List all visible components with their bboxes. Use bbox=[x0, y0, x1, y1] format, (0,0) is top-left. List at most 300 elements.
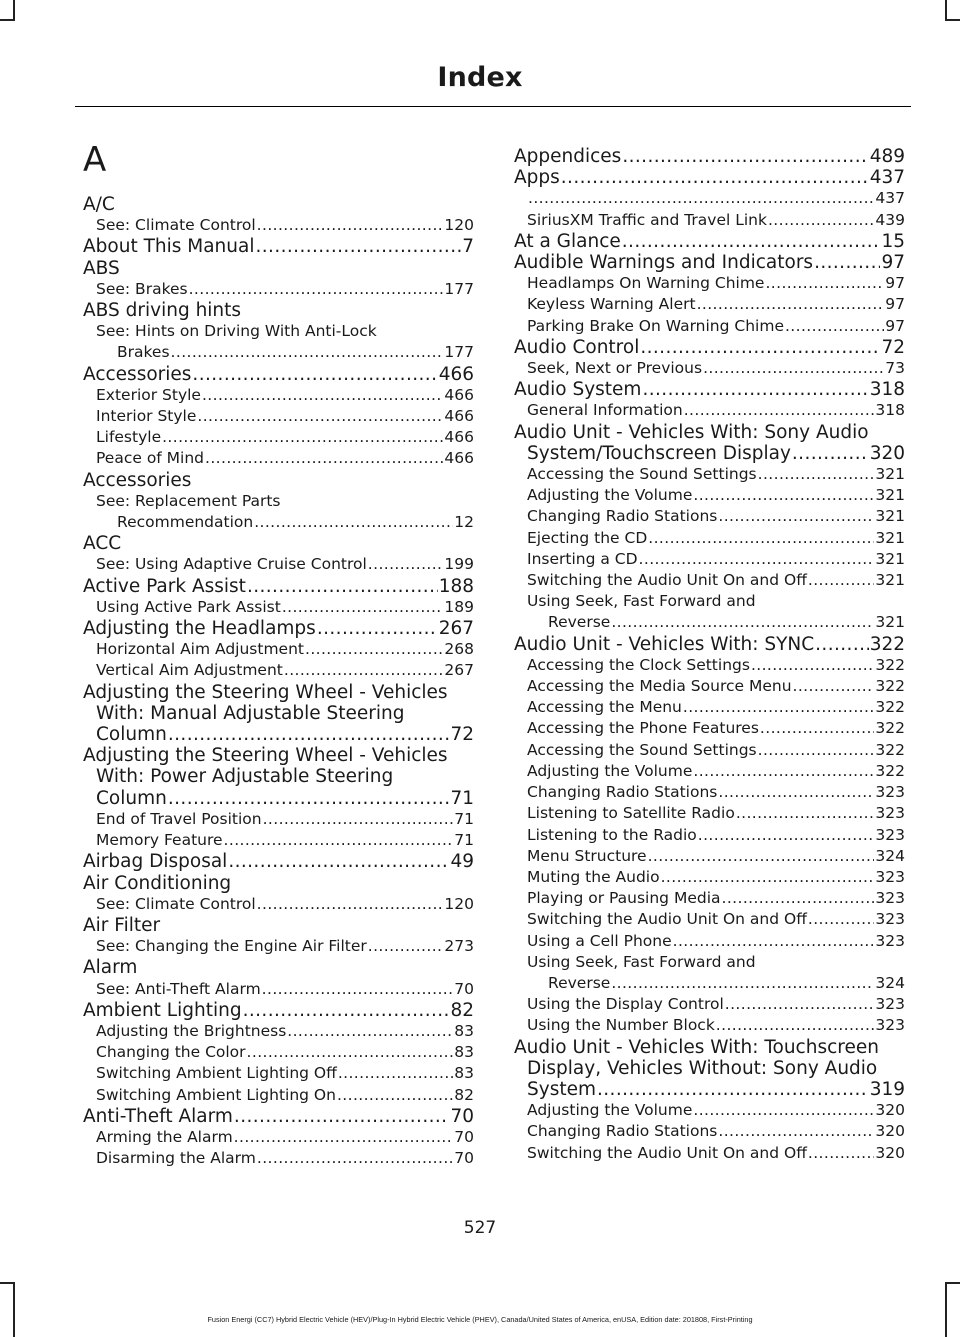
index-entry-line: Adjusting the Steering Wheel - Vehicles bbox=[83, 745, 448, 767]
entry-page-number: 15 bbox=[881, 230, 905, 252]
dot-leader bbox=[808, 909, 875, 930]
index-sub-entry-line: Using Seek, Fast Forward and bbox=[527, 592, 756, 611]
index-entry[interactable] bbox=[514, 231, 905, 252]
entry-label: See: Climate Control bbox=[96, 894, 256, 913]
index-entry[interactable] bbox=[514, 443, 905, 464]
entry-label: See: Brakes bbox=[96, 279, 188, 298]
entry-page-number: 268 bbox=[444, 640, 474, 659]
dot-leader bbox=[718, 782, 874, 803]
dot-leader bbox=[722, 888, 875, 909]
index-heading: Accessories bbox=[83, 469, 192, 491]
dot-leader bbox=[317, 618, 438, 639]
index-entry-line: Display, Vehicles Without: Sony Audio bbox=[527, 1057, 878, 1079]
entry-label: Adjusting the Volume bbox=[527, 1101, 693, 1120]
index-entry[interactable] bbox=[83, 576, 474, 597]
dot-leader bbox=[716, 1015, 875, 1036]
entry-label: Accessing the Sound Settings bbox=[527, 465, 757, 484]
dot-leader bbox=[168, 788, 450, 809]
entry-page-number: 320 bbox=[869, 442, 905, 464]
entry-label: See: Anti-Theft Alarm bbox=[96, 979, 261, 998]
entry-label: Changing Radio Stations bbox=[527, 507, 718, 526]
entry-page-number: 199 bbox=[444, 555, 474, 574]
dot-leader bbox=[597, 1079, 869, 1100]
entry-label: Accessing the Clock Settings bbox=[527, 655, 750, 674]
index-entry[interactable] bbox=[514, 825, 905, 846]
index-entry[interactable] bbox=[83, 979, 474, 1000]
index-entry[interactable] bbox=[514, 1143, 905, 1164]
index-entry[interactable] bbox=[514, 888, 905, 909]
dot-leader bbox=[162, 427, 443, 448]
entry-page-number: 322 bbox=[875, 677, 905, 696]
page-number: 527 bbox=[463, 1218, 497, 1238]
dot-leader bbox=[337, 1085, 453, 1106]
entry-label: Ejecting the CD bbox=[527, 528, 648, 547]
entry-page-number: 120 bbox=[444, 894, 474, 913]
dot-leader bbox=[263, 809, 454, 830]
page-title: Index bbox=[437, 62, 523, 93]
entry-label: Audible Warnings and Indicators bbox=[514, 252, 814, 274]
index-entry[interactable] bbox=[83, 427, 474, 448]
crop-mark-top-right-h bbox=[945, 19, 960, 21]
entry-label: Adjusting the Brightness bbox=[96, 1021, 287, 1040]
entry-label: Using the Display Control bbox=[527, 995, 724, 1014]
entry-label: Using Active Park Assist bbox=[96, 597, 281, 616]
index-entry[interactable] bbox=[83, 597, 474, 618]
dot-leader bbox=[257, 894, 444, 915]
entry-page-number: 439 bbox=[875, 210, 905, 229]
entry-label: Recommendation bbox=[117, 513, 254, 532]
index-entry[interactable] bbox=[83, 406, 474, 427]
entry-label: See: Climate Control bbox=[96, 216, 256, 235]
entry-page-number: 466 bbox=[444, 428, 474, 447]
index-entry[interactable] bbox=[83, 1042, 474, 1063]
index-entry-line: Audio Unit - Vehicles With: Touchscreen bbox=[514, 1036, 879, 1058]
index-entry[interactable] bbox=[514, 761, 905, 782]
entry-page-number: 319 bbox=[869, 1078, 905, 1100]
index-heading: Air Filter bbox=[83, 914, 161, 936]
dot-leader bbox=[693, 761, 874, 782]
entry-label: Reverse bbox=[548, 613, 611, 632]
entry-label: Reverse bbox=[548, 973, 611, 992]
entry-page-number: 466 bbox=[444, 407, 474, 426]
index-heading: Air Conditioning bbox=[83, 872, 232, 894]
entry-page-number: 72 bbox=[881, 336, 905, 358]
index-entry[interactable] bbox=[514, 655, 905, 676]
entry-page-number: 83 bbox=[454, 1064, 474, 1083]
index-entry-line: With: Manual Adjustable Steering bbox=[96, 702, 405, 724]
dot-leader bbox=[718, 506, 874, 527]
entry-page-number: 323 bbox=[875, 804, 905, 823]
entry-page-number: 267 bbox=[444, 661, 474, 680]
entry-page-number: 73 bbox=[885, 359, 905, 378]
dot-leader bbox=[287, 1021, 453, 1042]
dot-leader bbox=[234, 1127, 454, 1148]
dot-leader bbox=[725, 994, 875, 1015]
index-entry[interactable] bbox=[83, 1063, 474, 1084]
entry-label: Accessing the Sound Settings bbox=[527, 740, 757, 759]
entry-page-number: 323 bbox=[875, 889, 905, 908]
dot-leader bbox=[693, 485, 874, 506]
entry-page-number: 323 bbox=[875, 1016, 905, 1035]
index-entry[interactable] bbox=[514, 146, 905, 167]
index-entry[interactable] bbox=[514, 464, 905, 485]
dot-leader bbox=[171, 342, 444, 363]
index-sub-entry-line: Using Seek, Fast Forward and bbox=[527, 952, 756, 971]
entry-label: General Information bbox=[527, 401, 683, 420]
index-entry[interactable] bbox=[83, 215, 474, 236]
entry-page-number: 70 bbox=[454, 1127, 474, 1146]
index-entry[interactable] bbox=[83, 788, 474, 809]
entry-label: See: Changing the Engine Air Filter bbox=[96, 937, 367, 956]
entry-page-number: 71 bbox=[450, 787, 474, 809]
entry-label: Exterior Style bbox=[96, 385, 201, 404]
entry-label: Seek, Next or Previous bbox=[527, 359, 703, 378]
entry-page-number: 97 bbox=[885, 295, 905, 314]
index-entry[interactable] bbox=[514, 782, 905, 803]
index-entry[interactable] bbox=[514, 973, 905, 994]
dot-leader bbox=[793, 676, 875, 697]
entry-page-number: 437 bbox=[875, 189, 905, 208]
index-entry[interactable] bbox=[514, 846, 905, 867]
entry-label: Listening to Satellite Radio bbox=[527, 804, 735, 823]
entry-label: Horizontal Aim Adjustment bbox=[96, 640, 304, 659]
index-entry[interactable] bbox=[83, 1021, 474, 1042]
index-entry[interactable] bbox=[83, 830, 474, 851]
index-sub-entry-line: See: Replacement Parts bbox=[96, 491, 281, 510]
entry-page-number: 324 bbox=[875, 846, 905, 865]
index-heading: Alarm bbox=[83, 957, 138, 979]
index-entry[interactable] bbox=[514, 1015, 905, 1036]
entry-label: At a Glance bbox=[514, 230, 621, 252]
dot-leader bbox=[368, 554, 444, 575]
entry-page-number: 322 bbox=[875, 719, 905, 738]
index-heading: ACC bbox=[83, 533, 122, 555]
index-entry[interactable] bbox=[514, 167, 905, 188]
dot-leader bbox=[197, 406, 443, 427]
index-entry[interactable] bbox=[514, 485, 905, 506]
entry-page-number: 322 bbox=[875, 761, 905, 780]
entry-page-number: 177 bbox=[444, 343, 474, 362]
entry-label: Audio Control bbox=[514, 336, 640, 358]
entry-label: Switching Ambient Lighting On bbox=[96, 1085, 336, 1104]
index-entry[interactable] bbox=[514, 1121, 905, 1142]
entry-label: Accessing the Menu bbox=[527, 698, 682, 717]
entry-page-number: 321 bbox=[875, 465, 905, 484]
entry-page-number: 489 bbox=[869, 146, 905, 167]
entry-label: Peace of Mind bbox=[96, 449, 205, 468]
entry-page-number: 267 bbox=[438, 618, 474, 640]
crop-mark-top-left-v bbox=[13, 0, 15, 20]
entry-page-number: 188 bbox=[438, 575, 474, 597]
index-entry[interactable] bbox=[83, 364, 474, 385]
entry-page-number: 318 bbox=[869, 379, 905, 401]
index-entry[interactable] bbox=[83, 342, 474, 363]
entry-label: Changing the Color bbox=[96, 1043, 246, 1062]
entry-page-number: 320 bbox=[875, 1101, 905, 1120]
index-entry[interactable] bbox=[514, 718, 905, 739]
index-entry[interactable] bbox=[514, 400, 905, 421]
dot-leader bbox=[640, 337, 880, 358]
dot-leader bbox=[189, 279, 444, 300]
index-entry[interactable] bbox=[83, 236, 474, 257]
entry-label: Active Park Assist bbox=[83, 575, 246, 597]
entry-label: Appendices bbox=[514, 146, 622, 167]
entry-label: Switching the Audio Unit On and Off bbox=[527, 571, 807, 590]
crop-mark-bottom-left-h bbox=[0, 1282, 15, 1284]
index-list-left bbox=[83, 194, 474, 1169]
index-entry[interactable] bbox=[514, 316, 905, 337]
index-entry[interactable] bbox=[514, 612, 905, 633]
entry-page-number: 321 bbox=[875, 613, 905, 632]
entry-page-number: 466 bbox=[444, 449, 474, 468]
dot-leader bbox=[368, 936, 444, 957]
index-entry[interactable] bbox=[83, 936, 474, 957]
index-entry[interactable] bbox=[83, 448, 474, 469]
dot-leader bbox=[224, 830, 454, 851]
entry-page-number: 322 bbox=[875, 740, 905, 759]
index-entry[interactable] bbox=[514, 994, 905, 1015]
dot-leader bbox=[718, 1121, 874, 1142]
index-column-right bbox=[514, 146, 905, 1164]
entry-label: Adjusting the Volume bbox=[527, 486, 693, 505]
entry-label: Column bbox=[96, 787, 167, 809]
dot-leader bbox=[683, 697, 875, 718]
entry-label: See: Using Adaptive Cruise Control bbox=[96, 555, 367, 574]
entry-page-number: 323 bbox=[875, 995, 905, 1014]
index-entry[interactable] bbox=[83, 639, 474, 660]
entry-label: Ambient Lighting bbox=[83, 999, 242, 1021]
entry-label: Adjusting the Volume bbox=[527, 761, 693, 780]
index-entry[interactable] bbox=[514, 697, 905, 718]
entry-page-number: 321 bbox=[875, 528, 905, 547]
dot-leader bbox=[338, 1063, 453, 1084]
entry-page-number: 82 bbox=[450, 999, 474, 1021]
entry-page-number: 120 bbox=[444, 216, 474, 235]
dot-leader bbox=[760, 718, 874, 739]
entry-label: Keyless Warning Alert bbox=[527, 295, 696, 314]
dot-leader bbox=[561, 167, 869, 188]
entry-page-number: 70 bbox=[454, 979, 474, 998]
entry-label: Using the Number Block bbox=[527, 1016, 715, 1035]
dot-leader bbox=[202, 385, 443, 406]
entry-page-number: 177 bbox=[444, 279, 474, 298]
index-column-left bbox=[83, 138, 474, 1169]
index-entry[interactable] bbox=[83, 1127, 474, 1148]
dot-leader bbox=[758, 740, 875, 761]
entry-label: Anti-Theft Alarm bbox=[83, 1105, 233, 1127]
dot-leader bbox=[808, 570, 875, 591]
entry-page-number: 49 bbox=[450, 851, 474, 873]
index-entry[interactable] bbox=[83, 1106, 474, 1127]
index-entry[interactable] bbox=[514, 909, 905, 930]
dot-leader bbox=[282, 597, 444, 618]
index-entry[interactable] bbox=[514, 358, 905, 379]
entry-label: SiriusXM Traffic and Travel Link bbox=[527, 210, 767, 229]
index-entry[interactable] bbox=[514, 634, 905, 655]
index-entry[interactable] bbox=[514, 188, 905, 209]
header-divider bbox=[75, 106, 911, 107]
dot-leader bbox=[792, 443, 869, 464]
entry-page-number: 321 bbox=[875, 571, 905, 590]
entry-label: Inserting a CD bbox=[527, 549, 638, 568]
index-entry[interactable] bbox=[514, 549, 905, 570]
index-entry[interactable] bbox=[514, 506, 905, 527]
index-entry[interactable] bbox=[514, 337, 905, 358]
entry-page-number: 437 bbox=[869, 167, 905, 189]
entry-label: System/Touchscreen Display bbox=[527, 442, 791, 464]
entry-label: Arming the Alarm bbox=[96, 1127, 233, 1146]
entry-label: System bbox=[527, 1078, 596, 1100]
entry-page-number: 323 bbox=[875, 931, 905, 950]
dot-leader bbox=[611, 612, 874, 633]
index-entry[interactable] bbox=[83, 512, 474, 533]
index-entry[interactable] bbox=[514, 252, 905, 273]
entry-page-number: 323 bbox=[875, 910, 905, 929]
entry-label: Accessing the Phone Features bbox=[527, 719, 759, 738]
entry-page-number: 320 bbox=[875, 1122, 905, 1141]
entry-page-number: 322 bbox=[875, 655, 905, 674]
entry-label: About This Manual bbox=[83, 236, 255, 258]
entry-label: Menu Structure bbox=[527, 846, 647, 865]
dot-leader bbox=[814, 252, 880, 273]
dot-leader bbox=[257, 1148, 453, 1169]
index-entry[interactable] bbox=[514, 676, 905, 697]
entry-page-number: 324 bbox=[875, 973, 905, 992]
dot-leader bbox=[758, 464, 875, 485]
entry-label: Accessories bbox=[83, 363, 192, 385]
crop-mark-bottom-right-h bbox=[945, 1282, 960, 1284]
dot-leader bbox=[262, 979, 454, 1000]
entry-label: Switching Ambient Lighting Off bbox=[96, 1064, 337, 1083]
entry-label: Adjusting the Headlamps bbox=[83, 618, 316, 640]
entry-page-number: 70 bbox=[450, 1105, 474, 1127]
entry-label: Accessing the Media Source Menu bbox=[527, 677, 792, 696]
index-entry[interactable] bbox=[83, 894, 474, 915]
dot-leader bbox=[648, 528, 874, 549]
index-entry[interactable] bbox=[83, 1148, 474, 1169]
dot-leader bbox=[808, 1143, 875, 1164]
dot-leader bbox=[768, 210, 874, 231]
dot-leader bbox=[234, 1106, 450, 1127]
entry-page-number: 321 bbox=[875, 549, 905, 568]
dot-leader bbox=[305, 639, 443, 660]
dot-leader bbox=[639, 549, 875, 570]
dot-leader bbox=[622, 146, 868, 167]
entry-label: Audio Unit - Vehicles With: SYNC bbox=[514, 633, 815, 655]
dot-leader bbox=[205, 448, 443, 469]
entry-label: Vertical Aim Adjustment bbox=[96, 661, 283, 680]
index-entry-line: Audio Unit - Vehicles With: Sony Audio bbox=[514, 421, 869, 443]
entry-page-number: 97 bbox=[885, 274, 905, 293]
entry-label: Airbag Disposal bbox=[83, 851, 228, 873]
index-entry[interactable] bbox=[514, 931, 905, 952]
entry-label: Memory Feature bbox=[96, 831, 223, 850]
entry-label: Apps bbox=[514, 167, 560, 189]
dot-leader bbox=[693, 1100, 874, 1121]
entry-label: Parking Brake On Warning Chime bbox=[527, 316, 784, 335]
entry-label: End of Travel Position bbox=[96, 809, 262, 828]
dot-leader bbox=[765, 273, 884, 294]
entry-label: Muting the Audio bbox=[527, 867, 660, 886]
dot-leader bbox=[622, 231, 881, 252]
entry-label: Lifestyle bbox=[96, 428, 162, 447]
dot-leader bbox=[528, 188, 874, 209]
entry-page-number: 82 bbox=[454, 1085, 474, 1104]
index-heading: A/C bbox=[83, 194, 115, 215]
dot-leader bbox=[247, 576, 438, 597]
entry-label: Playing or Pausing Media bbox=[527, 889, 721, 908]
dot-leader bbox=[192, 364, 437, 385]
dot-leader bbox=[247, 1042, 454, 1063]
dot-leader bbox=[684, 400, 875, 421]
index-heading: ABS driving hints bbox=[83, 300, 242, 322]
index-entry[interactable] bbox=[83, 1000, 474, 1021]
entry-page-number: 72 bbox=[450, 724, 474, 746]
index-entry[interactable] bbox=[83, 385, 474, 406]
index-entry[interactable] bbox=[83, 618, 474, 639]
entry-page-number: 321 bbox=[875, 486, 905, 505]
dot-leader bbox=[815, 634, 869, 655]
dot-leader bbox=[736, 803, 875, 824]
index-entry[interactable] bbox=[83, 554, 474, 575]
dot-leader bbox=[228, 851, 449, 872]
dot-leader bbox=[168, 724, 450, 745]
entry-page-number: 71 bbox=[454, 831, 474, 850]
section-letter: A bbox=[83, 140, 107, 180]
index-sub-entry-line: See: Hints on Driving With Anti-Lock bbox=[96, 322, 377, 341]
dot-leader bbox=[697, 294, 885, 315]
index-entry[interactable] bbox=[514, 294, 905, 315]
dot-leader bbox=[698, 825, 875, 846]
dot-leader bbox=[284, 660, 444, 681]
entry-page-number: 83 bbox=[454, 1021, 474, 1040]
index-entry[interactable] bbox=[514, 740, 905, 761]
index-entry[interactable] bbox=[514, 210, 905, 231]
index-entry[interactable] bbox=[514, 867, 905, 888]
dot-leader bbox=[648, 846, 875, 867]
entry-label: Changing Radio Stations bbox=[527, 1122, 718, 1141]
entry-page-number: 466 bbox=[438, 363, 474, 385]
entry-label: Brakes bbox=[117, 343, 170, 362]
index-entry[interactable] bbox=[514, 1100, 905, 1121]
index-entry[interactable] bbox=[514, 1079, 905, 1100]
entry-page-number: 318 bbox=[875, 401, 905, 420]
dot-leader bbox=[254, 512, 453, 533]
index-entry[interactable] bbox=[514, 379, 905, 400]
entry-page-number: 7 bbox=[462, 236, 474, 258]
entry-label: Using a Cell Phone bbox=[527, 931, 672, 950]
entry-page-number: 189 bbox=[444, 597, 474, 616]
index-entry[interactable] bbox=[83, 724, 474, 745]
dot-leader bbox=[785, 316, 884, 337]
index-entry[interactable] bbox=[514, 570, 905, 591]
dot-leader bbox=[257, 215, 444, 236]
index-entry[interactable] bbox=[83, 279, 474, 300]
index-entry[interactable] bbox=[83, 660, 474, 681]
index-entry[interactable] bbox=[83, 809, 474, 830]
entry-label: Column bbox=[96, 724, 167, 746]
index-entry[interactable] bbox=[83, 1085, 474, 1106]
index-entry[interactable] bbox=[514, 273, 905, 294]
entry-label: Listening to the Radio bbox=[527, 825, 697, 844]
entry-page-number: 322 bbox=[869, 633, 905, 655]
entry-page-number: 12 bbox=[454, 513, 474, 532]
index-entry[interactable] bbox=[514, 803, 905, 824]
entry-label: Audio System bbox=[514, 379, 642, 401]
index-entry[interactable] bbox=[83, 851, 474, 872]
entry-page-number: 97 bbox=[885, 316, 905, 335]
index-entry[interactable] bbox=[514, 528, 905, 549]
